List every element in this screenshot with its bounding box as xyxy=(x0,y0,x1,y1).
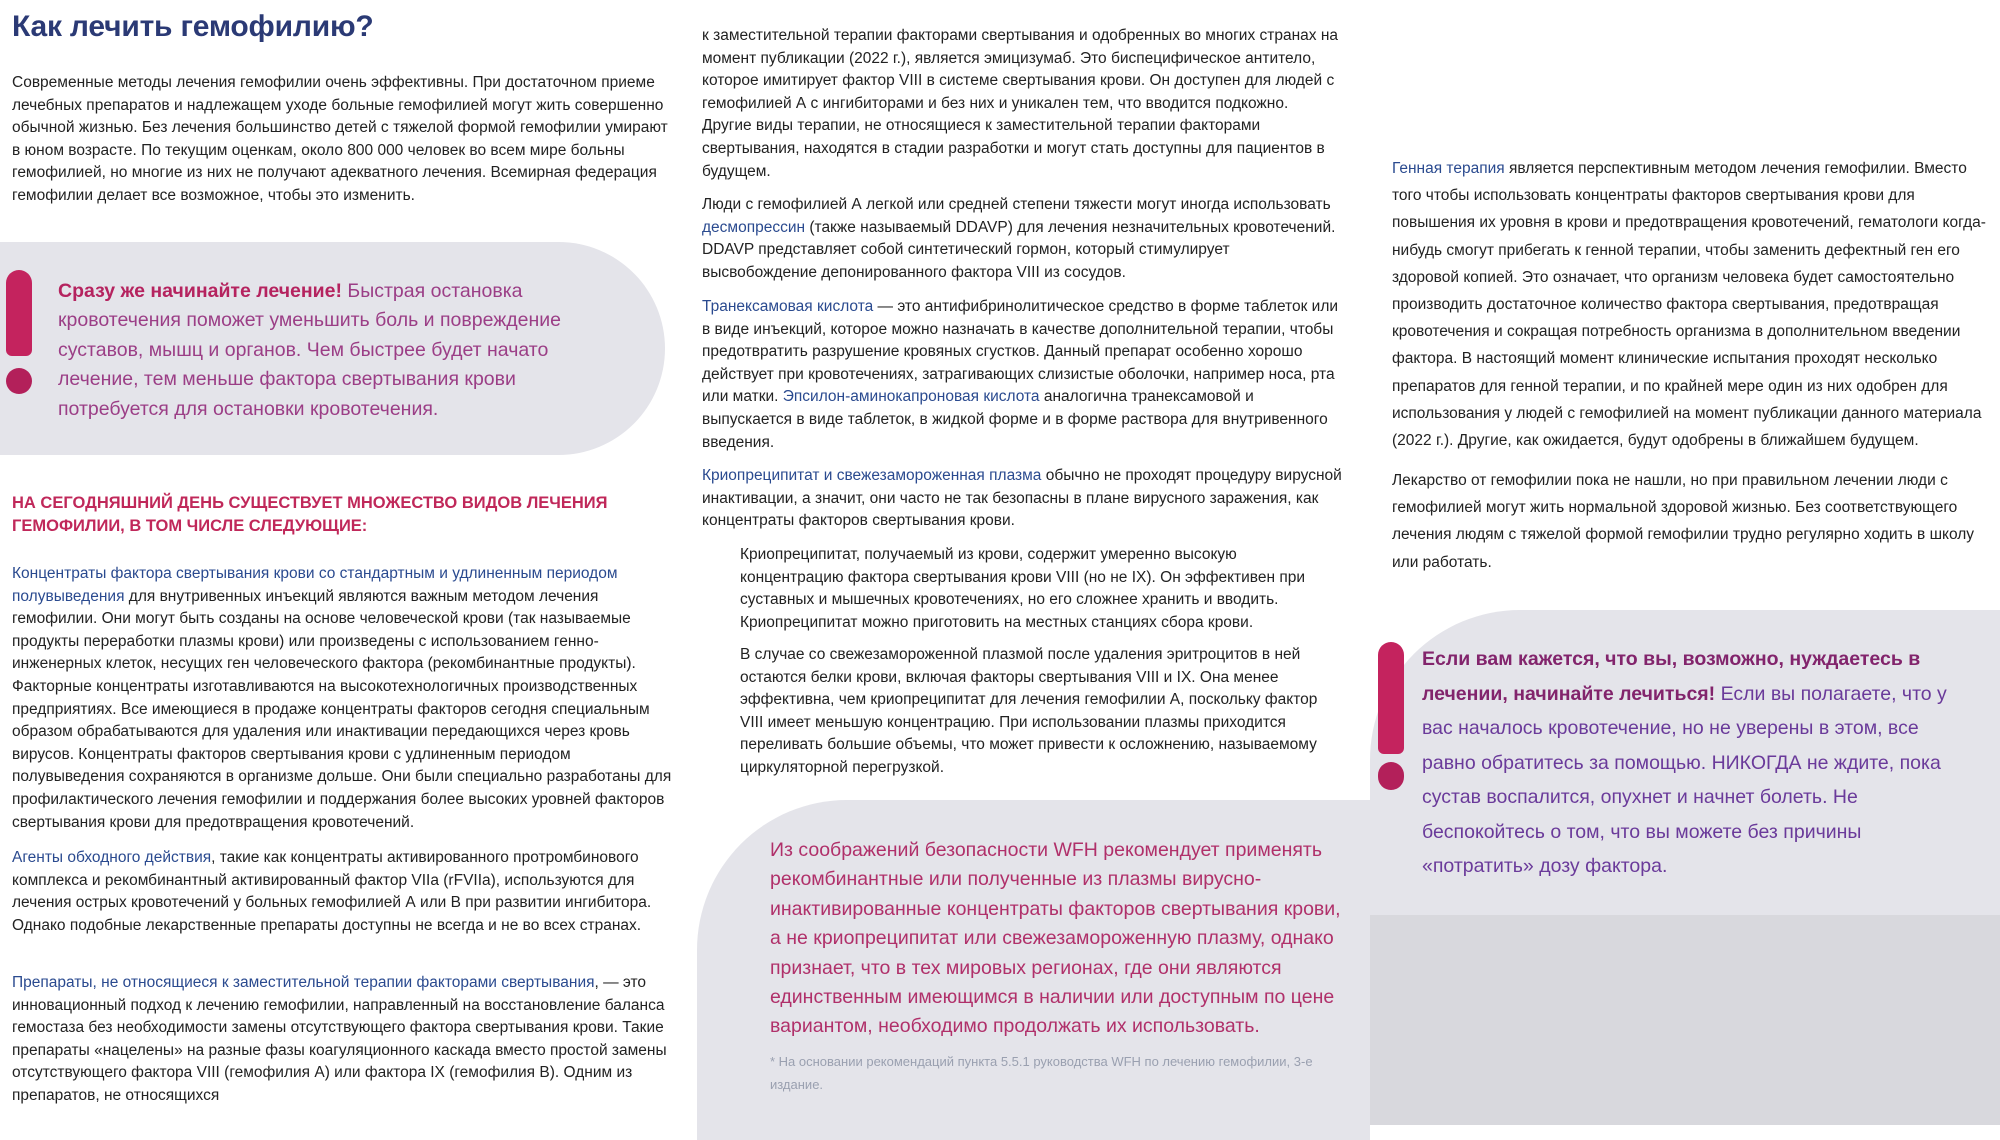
wfh-recommendation-text: Из соображений безопасности WFH рекомендует применять рекомбинантные или полученные из плазмы вирусно-инактивированные концентраты факторов свертывания крови, а не криопреципитат или свежезамороженную плазму, однако признает, что в тех мировых регионах, где они являются единственным имеющимся в наличии или доступным по цене вариантом, необходимо продолжать их использовать. xyxy=(770,839,1341,1038)
callout-start-treatment xyxy=(58,277,618,424)
tranexamic-term: Транексамовая кислота xyxy=(702,298,874,315)
non-replacement-text: , — это инновационный подход к лечению гемофилии, направленный на восстановление баланса гемостаза без необходимости замены отсутствующего фактора свертывания крови. Такие препараты «нацелены» на разные фазы коагуляционного каскада вместо простой замены отсутствующего фактора VIII (гемофилия А) или фактора IX (гемофилия В). Одним из препаратов, не относящихся xyxy=(12,974,667,1104)
desmopressin-pre: Люди с гемофилией А легкой или средней степени тяжести могут иногда использовать xyxy=(702,196,1331,213)
callout-seek-treatment-text: Если вы полагаете, что у вас началось кровотечение, но не уверены в этом, все равно обратитесь за помощью. НИКОГДА не ждите, пока сустав воспалится, опухнет и начнет болеть. Не беспокойтесь о том, что вы можете без причины «потратить» дозу фактора. xyxy=(1422,682,1947,877)
callout-start-treatment-lead: Сразу же начинайте лечение! xyxy=(58,280,343,302)
non-replacement-paragraph xyxy=(12,972,672,1108)
concentrates-text: для внутривенных инъекций являются важным методом лечения гемофилии. Они могут быть созданы на основе человеческой крови (так называемые продукты переработки плазмы крови) или произведены с использованием генно-инженерных клеток, несущих ген человеческого фактора (рекомбинантные продукты). Факторные концентраты изготавливаются на высокотехнологичных производственных предприятиях. Все имеющиеся в продаже концентраты факторов сегодня специальным образом обрабатываются для удаления или инактивации передающихся через кровь вирусов. Концентраты факторов свертывания крови с удлиненным периодом полувыведения сохраняются в организме дольше. Они были специально разработаны для профилактического лечения гемофилии и поддержания более высоких уровней факторов свертывания крови для предотвращения кровотечений. xyxy=(12,587,672,831)
concentrates-paragraph xyxy=(12,563,672,834)
exclamation-icon xyxy=(6,270,36,396)
page-title: Как лечить гемофилию? xyxy=(12,10,374,43)
fresh-frozen-plasma-paragraph: В случае со свежезамороженной плазмой после удаления эритроцитов в ней остаются белки крови, включая факторы свертывания VIII и IX. Она менее эффективна, чем криопреципитат для лечения гемофилии А, поскольку фактор VIII имеет меньшую концентрацию. При использовании плазмы приходится переливать большие объемы, что может привести к осложнению, называемому циркуляторной перегрузкой. xyxy=(740,646,1318,776)
cryo-plasma-paragraph xyxy=(702,465,1342,533)
desmopressin-term: десмопрессин xyxy=(702,218,806,236)
gene-therapy-text: является перспективным методом лечения гемофилии. Вместо того чтобы использовать концентраты факторов свертывания крови для повышения их уровня в крови и предотвращения кровотечений, гематологи когда-нибудь смогут прибегать к генной терапии, чтобы заменить дефектный ген его здоровой копией. Это означает, что организм человека будет самостоятельно производить достаточное количество фактора свертывания, предотвращая кровотечения и сокращая потребность организма в дополнительном введении фактора. В настоящий момент клинические испытания проходят несколько препаратов для генной терапии, и по крайней мере один из них одобрен для использования у людей с гемофилией на момент публикации данного материала (2022 г.). Другие, как ожидается, будут одобрены в ближайшем будущем. xyxy=(1392,160,1986,450)
desmopressin-paragraph xyxy=(702,194,1342,284)
cure-paragraph: Лекарство от гемофилии пока не нашли, но при правильном лечении люди с гемофилией могут жить нормальной здоровой жизнью. Без соответствующего лечения людям с тяжелой формой гемофилии трудно регулярно ходить в школу или работать. xyxy=(1392,472,1975,571)
wfh-footnote: * На основании рекомендаций пункта 5.5.1 руководства WFH по лечению гемофилии, 3-е издание. xyxy=(770,1054,1313,1092)
callout-seek-treatment-lead: Если вам кажется, что вы, возможно, нуждаетесь в лечении, начинайте лечиться! xyxy=(1422,648,1921,705)
non-replacement-term: Препараты, не относящиеся к заместительной терапии факторами свертывания xyxy=(12,974,595,991)
gene-therapy-term: Генная терапия xyxy=(1392,160,1505,177)
aminocaproic-term: Эпсилон-аминокапроновая кислота xyxy=(782,388,1040,406)
callout-seek-treatment xyxy=(1422,642,1962,884)
section-heading: НА СЕГОДНЯШНИЙ ДЕНЬ СУЩЕСТВУЕТ МНОЖЕСТВО ВИДОВ ЛЕЧЕНИЯ ГЕМОФИЛИИ, В ТОМ ЧИСЛЕ СЛЕДУЮЩИЕ: xyxy=(12,494,608,535)
cryo-plasma-text: обычно не проходят процедуру вирусной инактивации, а значит, они часто не так безопасны в плане вирусного заражения, как концентраты факторов свертывания крови. xyxy=(702,467,1342,530)
cryoprecipitate-paragraph: Криопреципитат, получаемый из крови, содержит умеренно высокую концентрацию фактора свертывания крови VIII (но не IX). Он эффективен при суставных и мышечных кровотечениях, но его сложнее хранить и вводить. Криопреципитат можно приготовить на местных станциях сбора крови. xyxy=(740,546,1306,631)
callout-start-treatment-text: Быстрая остановка кровотечения поможет уменьшить боль и повреждение суставов, мышц и органов. Чем быстрее будет начато лечение, тем меньше фактора свертывания крови потребуется для остановки кровотечения. xyxy=(58,280,561,420)
tranexamic-text: — это антифибринолитическое средство в форме таблеток или в виде инъекций, которое можно назначать в качестве дополнительной терапии, чтобы предотвратить разрушение кровяных сгустков. Данный препарат особенно хорошо действует при кровотечениях, затрагивающих слизистые оболочки, например носа, рта или матки. xyxy=(702,298,1339,406)
intro-paragraph: Современные методы лечения гемофилии очень эффективны. При достаточном приеме лечебных препаратов и надлежащем уходе больные гемофилией могут жить совершенно обычной жизнью. Без лечения большинство детей с тяжелой формой гемофилии умирают в юном возрасте. По текущим оценкам, около 800 000 человек во всем мире больны гемофилией, но многие из них не получают адекватного лечения. Всемирная федерация гемофилии делает все возможное, чтобы это изменить. xyxy=(12,74,668,204)
emicizumab-paragraph: к заместительной терапии факторами свертывания и одобренных во многих странах на момент публикации (2022 г.), является эмицизумаб. Это биспецифическое антитело, которое имитирует фактор VIII в системе свертывания крови. Он доступен для людей с гемофилией А с ингибиторами и без них и уникален тем, что вводится подкожно. Другие виды терапии, не относящиеся к заместительной терапии факторами свертывания, находятся в стадии разработки и могут стать доступны для пациентов в будущем. xyxy=(702,27,1339,180)
desmopressin-post: (также называемый DDAVP) для лечения незначительных кровотечений. DDAVP представляет собой синтетический гормон, который стимулирует высвобождение депонированного фактора VIII из сосудов. xyxy=(702,218,1336,281)
exclamation-icon xyxy=(1378,642,1408,792)
cryo-plasma-term: Криопреципитат и свежезамороженная плазма xyxy=(702,467,1042,484)
bypass-text: , такие как концентраты активированного протромбинового комплекса и рекомбинантный активированный фактор VIIa (rFVIIa), используются для лечения острых кровотечений у больных гемофилией А или В при развитии ингибитора. Однако подобные лекарственные препараты доступны не всегда и не во всех странах. xyxy=(12,849,652,934)
aminocaproic-text: аналогична транексамовой и выпускается в виде таблеток, в жидкой форме и в форме раствора для внутривенного введения. xyxy=(702,388,1328,451)
concentrates-term: Концентраты фактора свертывания крови со стандартным и удлиненным периодом полувыведения xyxy=(12,565,618,605)
tranexamic-paragraph xyxy=(702,296,1342,454)
bypass-term: Агенты обходного действия xyxy=(12,849,212,866)
lower-right-panel xyxy=(1370,915,2000,1125)
gene-therapy-paragraph xyxy=(1392,155,1990,454)
bypass-paragraph xyxy=(12,847,672,937)
